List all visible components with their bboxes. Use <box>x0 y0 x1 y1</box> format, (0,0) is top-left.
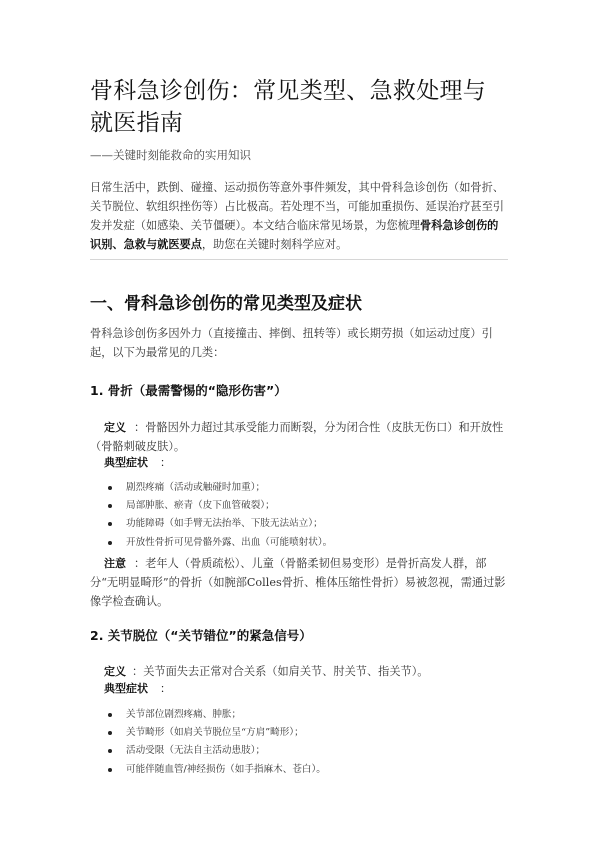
dislocation-definition-label: 定义 <box>104 665 126 678</box>
list-item: 活动受限（无法自主活动患肢）； <box>108 742 326 760</box>
dislocation-symptoms-label: 典型症状 <box>104 682 148 695</box>
bullet-icon <box>108 768 112 772</box>
list-item: 关节部位剧烈疼痛、肿胀； <box>108 706 326 724</box>
fracture-symptoms-label-row <box>104 454 171 470</box>
bullet-icon <box>108 731 112 735</box>
article-title-line-2: 就医指南 <box>90 110 184 136</box>
section-1-intro: 骨科急诊创伤多因外力（直接撞击、摔倒、扭转等）或长期劳损（如运动过度）引起，以下为最常见的几类： <box>90 327 493 359</box>
dislocation-symptoms-list <box>108 706 326 779</box>
list-item: 开放性骨折可见骨骼外露、出血（可能喷射状）。 <box>108 534 332 552</box>
bullet-icon <box>108 504 112 508</box>
list-item: 可能伴随血管/神经损伤（如手指麻木、苍白）。 <box>108 761 326 779</box>
dislocation-definition <box>90 662 508 681</box>
fracture-symptoms-list <box>108 479 332 552</box>
fracture-note-text: ：老年人（骨质疏松）、儿童（骨骼柔韧但易变形）是骨折高发人群，部分“无明显畸形”的骨折（如腕部Colles骨折、椎体压缩性骨折）易被忽视，需通过影像学检查确认。 <box>90 557 506 608</box>
bullet-icon <box>108 541 112 545</box>
list-item: 局部肿胀、瘀青（皮下血管破裂）； <box>108 497 332 515</box>
section-divider <box>90 259 508 260</box>
bullet-icon <box>108 749 112 753</box>
intro-text: 日常生活中，跌倒、碰撞、运动损伤等意外事件频发，其中骨科急诊创伤（如骨折、关节脱位、软组织挫伤等）占比极高。若处理不当，可能加重损伤、延误治疗甚至引发并发症（如感染、关节僵硬）。本文结合临床常见场景，为您梳理 <box>90 181 504 232</box>
fracture-definition-text: ：骨骼因外力超过其承受能力而断裂，分为闭合性（皮肤无伤口）和开放性（骨骼刺破皮肤）。 <box>90 421 504 453</box>
fracture-note-label: 注意 <box>104 557 126 570</box>
list-item: 功能障碍（如手臂无法抬举、下肢无法站立）； <box>108 515 332 533</box>
bullet-icon <box>108 522 112 526</box>
intro-paragraph <box>90 178 508 254</box>
fracture-note <box>90 554 508 611</box>
article-subtitle: ——关键时刻能救命的实用知识 <box>90 148 251 162</box>
fracture-symptoms-label: 典型症状 <box>104 456 148 469</box>
fracture-definition-label: 定义 <box>104 421 126 434</box>
article-title-line-1: 骨科急诊创伤：常见类型、急救处理与 <box>90 78 487 104</box>
intro-text-end: ，助您在关键时刻科学应对。 <box>201 238 348 251</box>
dislocation-definition-text: ：关节面失去正常对合关系（如肩关节、肘关节、指关节）。 <box>132 665 429 678</box>
dislocation-symptoms-label-row <box>104 680 171 696</box>
fracture-heading: 1. 骨折（最需警惕的“隐形伤害”） <box>90 383 287 398</box>
section-1-heading: 一、骨科急诊创伤的常见类型及症状 <box>90 294 362 314</box>
fracture-symptoms-colon: ： <box>160 456 171 469</box>
list-item: 剧烈疼痛（活动或触碰时加重）； <box>108 479 332 497</box>
bullet-icon <box>108 486 112 490</box>
bullet-icon <box>108 713 112 717</box>
fracture-definition <box>90 418 508 456</box>
dislocation-heading: 2. 关节脱位（“关节错位”的紧急信号） <box>90 628 312 643</box>
list-item: 关节畸形（如肩关节脱位呈“方肩”畸形）； <box>108 724 326 742</box>
dislocation-symptoms-colon: ： <box>160 682 171 695</box>
intro-bold-text: 骨科急诊创伤的识别、急救与就医要点 <box>90 218 499 251</box>
